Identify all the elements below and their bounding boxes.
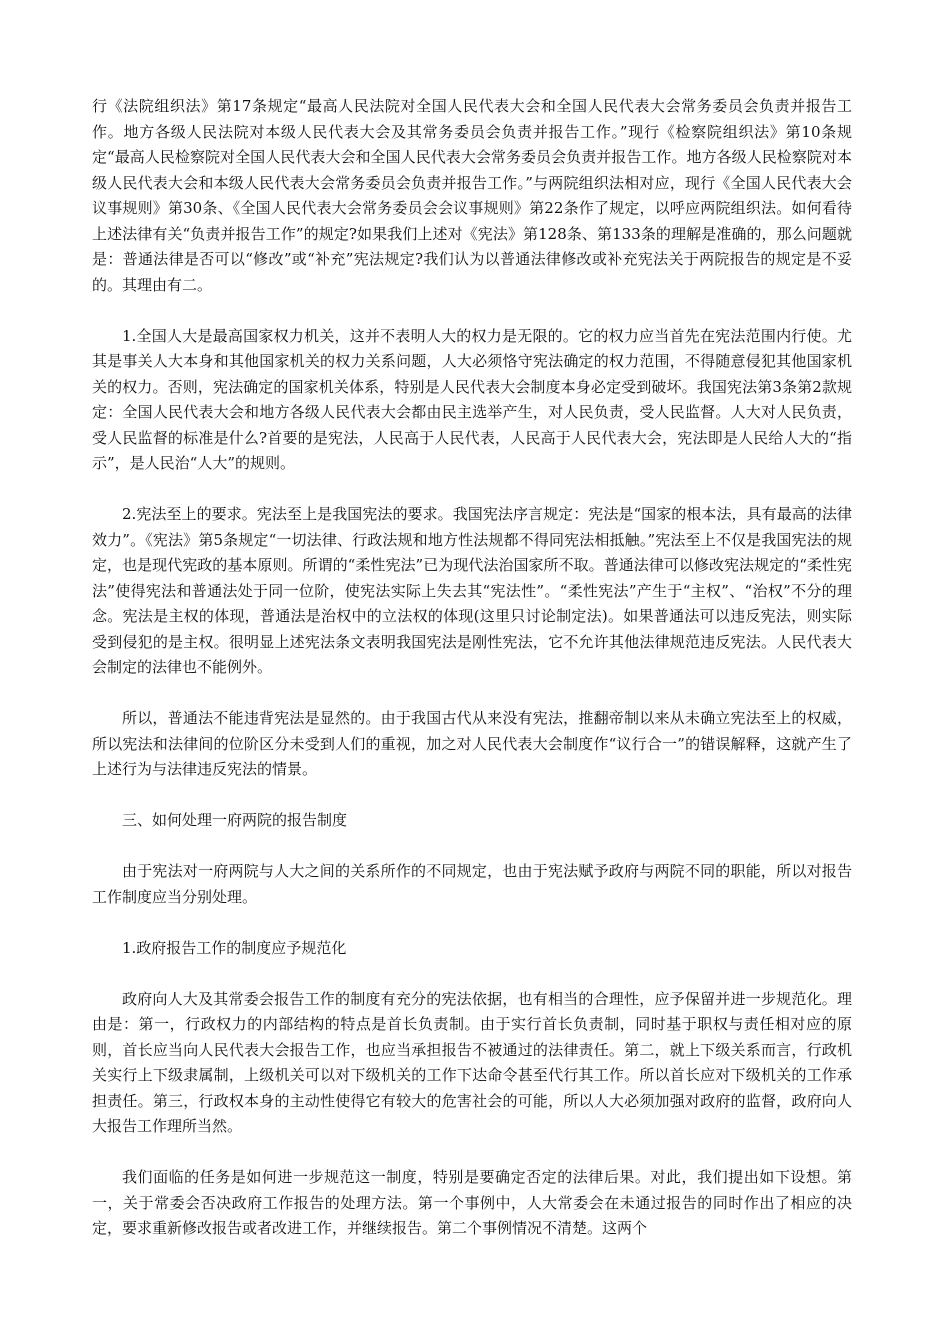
paragraph-reason-1: 1.全国人大是最高国家权力机关，这并不表明人大的权力是无限的。它的权力应当首先在宪法范围内行使。尤其是事关人大本身和其他国家机关的权力关系问题，人大必须恪守宪法确定的权力范围，不得随意侵犯其他国家机关的权力。否则，宪法确定的国家机关体系，特别是人民代表大会制度本身必定受到破坏。我国宪法第3条第2款规定：全国人民代表大会和地方各级人民代表大会都由民主选举产生，对人民负责，受人民监督。人大对人民负责，受人民监督的标准是什么?首要的是宪法，人民高于人民代表，人民高于人民代表大会，宪法即是人民给人大的“指示”，是人民治“人大”的规则。: [92, 326, 852, 472]
subsection-heading: 1.政府报告工作的制度应予规范化: [122, 938, 347, 957]
section-heading: 三、如何处理一府两院的报告制度: [122, 811, 348, 829]
paragraph-tasks: 我们面临的任务是如何进一步规范这一制度，特别是要确定否定的法律后果。对此，我们提出如下设想。第一，关于常委会否决政府工作报告的处理方法。第一个事例中，人大常委会在未通过报告的同时作出了相应的决定，要求重新修改报告或者改进工作，并继续报告。第二个事例情况不清楚。这两个: [92, 1168, 852, 1237]
paragraph-conclusion: 所以，普通法不能违背宪法是显然的。由于我国古代从来没有宪法，推翻帝制以来从未确立宪法至上的权威，所以宪法和法律间的位阶区分未受到人们的重视，加之对人民代表大会制度作“议行合一”的错误解释，这就产生了上述行为与法律违反宪法的情景。: [92, 709, 852, 778]
paragraph-reason-2: 2.宪法至上的要求。宪法至上是我国宪法的要求。我国宪法序言规定：宪法是“国家的根本法，具有最高的法律效力”。《宪法》第5条规定“一切法律、行政法规和地方性法规都不得同宪法相抵触。”宪法至上不仅是我国宪法的规定，也是现代宪政的基本原则。所谓的“柔性宪法”已为现代法治国家所不取。普通法律可以修改宪法规定的“柔性宪法”使得宪法和普通法处于同一位阶，使宪法实际上失去其“宪法性”。“柔性宪法”产生于“主权”、“治权”不分的理念。宪法是主权的体现，普通法是治权中的立法权的体现(这里只讨论制定法)。如果普通法可以违反宪法，则实际受到侵犯的是主权。很明显上述宪法条文表明我国宪法是刚性宪法，它不允许其他法律规范违反宪法。人民代表大会制定的法律也不能例外。: [92, 505, 852, 676]
document-page: [92, 94, 852, 1267]
paragraph-section-intro: 由于宪法对一府两院与人大之间的关系所作的不同规定，也由于宪法赋予政府与两院不同的职能，所以对报告工作制度应当分别处理。: [92, 862, 852, 906]
paragraph-continued: 行《法院组织法》第17条规定“最高人民法院对全国人民代表大会和全国人民代表大会常务委员会负责并报告工作。地方各级人民法院对本级人民代表大会及其常务委员会负责并报告工作。”现行《检察院组织法》第10条规定“最高人民检察院对全国人民代表大会和全国人民代表大会常务委员会负责并报告工作。地方各级人民检察院对本级人民代表大会和本级人民代表大会常务委员会负责并报告工作。”与两院组织法相对应，现行《全国人民代表大会议事规则》第30条、《全国人民代表大会常务委员会会议事规则》第22条作了规定，以呼应两院组织法。如何看待上述法律有关“负责并报告工作”的规定?如果我们上述对《宪法》第128条、第133条的理解是准确的，那么问题就是：普通法律是否可以“修改”或“补充”宪法规定?我们认为以普通法律修改或补充宪法关于两院报告的规定是不妥的。其理由有二。: [92, 97, 852, 294]
paragraph-government-report: 政府向人大及其常委会报告工作的制度有充分的宪法依据，也有相当的合理性，应予保留并进一步规范化。理由是：第一，行政权力的内部结构的特点是首长负责制。由于实行首长负责制，同时基于职权与责任相对应的原则，首长应当向人民代表大会报告工作，也应当承担报告不被通过的法律责任。第二，就上下级关系而言，行政机关实行上下级隶属制，上级机关可以对下级机关的工作下达命令甚至代行其工作。所以首长应对下级机关的工作承担责任。第三，行政权本身的主动性使得它有较大的危害社会的可能，所以人大必须加强对政府的监督，政府向人大报告工作理所当然。: [92, 989, 852, 1135]
